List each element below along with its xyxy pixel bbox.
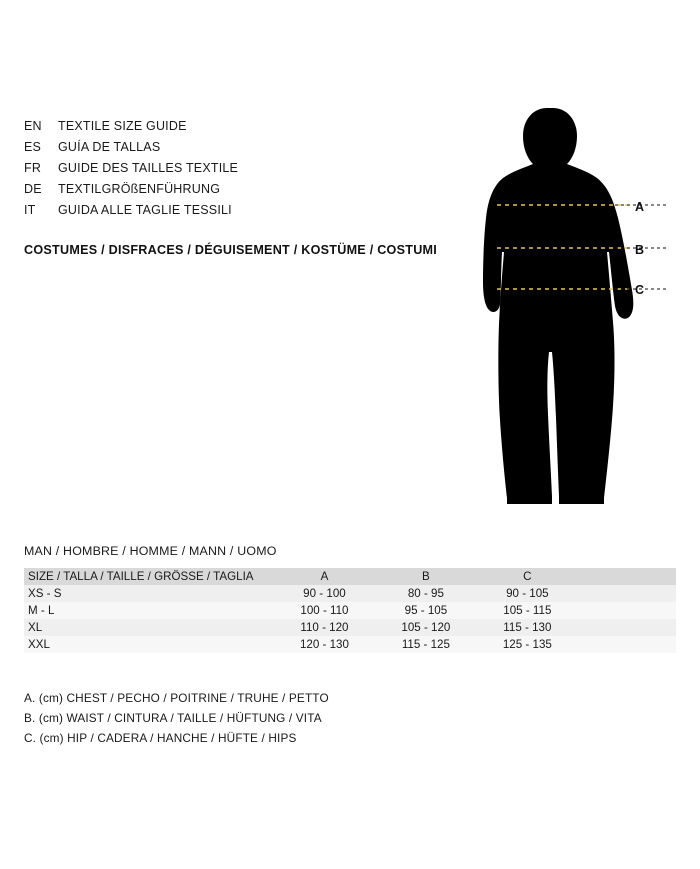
language-label: GUÍA DE TALLAS: [58, 140, 161, 154]
measure-label-a: A: [635, 200, 645, 214]
table-row: [24, 636, 676, 653]
measure-label-c: C: [635, 283, 645, 297]
cell-c: 125 - 135: [502, 638, 552, 651]
cell-spacer: [578, 602, 676, 619]
table-header-b: B: [422, 570, 430, 583]
note-waist: B. (cm) WAIST / CINTURA / TAILLE / HÜFTUNG / VITA: [24, 711, 322, 725]
category-line: COSTUMES / DISFRACES / DÉGUISEMENT / KOSTÜME / COSTUMI: [24, 243, 438, 257]
cell-c: 105 - 115: [503, 604, 552, 617]
table-row: [24, 585, 676, 602]
measurement-notes: [24, 688, 329, 748]
cell-b: 115 - 125: [401, 638, 450, 651]
language-row-es: [24, 140, 404, 161]
language-label: GUIDE DES TAILLES TEXTILE: [58, 161, 239, 175]
cell-c: 90 - 105: [506, 587, 549, 600]
cell-size: XS - S: [28, 587, 62, 600]
cell-size: XL: [28, 621, 43, 634]
table-header-size: SIZE / TALLA / TAILLE / GRÖSSE / TAGLIA: [28, 570, 254, 583]
size-table-head: [24, 568, 676, 585]
table-row: [24, 602, 676, 619]
size-table: [24, 568, 676, 653]
body-figure: [455, 100, 680, 520]
cell-size: M - L: [28, 604, 55, 617]
cell-c: 115 - 130: [503, 621, 552, 634]
language-code: ES: [24, 140, 42, 154]
language-row-de: [24, 182, 404, 203]
cell-b: 95 - 105: [404, 604, 448, 617]
language-row-fr: [24, 161, 404, 182]
language-code: DE: [24, 182, 42, 196]
cell-a: 120 - 130: [299, 638, 349, 651]
language-row-it: [24, 203, 404, 224]
cell-size: XXL: [28, 638, 50, 651]
size-table-body: [24, 585, 676, 653]
cell-spacer: [578, 585, 676, 602]
cell-a: 110 - 120: [300, 621, 349, 634]
language-code: EN: [24, 119, 42, 133]
cell-a: 100 - 110: [300, 604, 349, 617]
table-header-spacer: [578, 568, 676, 585]
language-code: IT: [24, 203, 36, 217]
measure-label-b: B: [635, 243, 645, 257]
cell-spacer: [578, 636, 676, 653]
language-code: FR: [24, 161, 42, 175]
table-row: [24, 619, 676, 636]
language-label: TEXTILGRÖßENFÜHRUNG: [58, 182, 221, 196]
note-chest: A. (cm) CHEST / PECHO / POITRINE / TRUHE / PETTO: [24, 691, 329, 705]
table-header-row: [24, 568, 676, 585]
cell-spacer: [578, 619, 676, 636]
language-label: TEXTILE SIZE GUIDE: [58, 119, 187, 133]
cell-a: 90 - 100: [303, 587, 346, 600]
language-row-en: [24, 119, 404, 140]
cell-b: 80 - 95: [407, 587, 444, 600]
table-header-c: C: [523, 570, 532, 583]
table-header-a: A: [320, 570, 329, 583]
cell-b: 105 - 120: [401, 621, 451, 634]
note-hip: C. (cm) HIP / CADERA / HANCHE / HÜFTE / HIPS: [24, 731, 297, 745]
language-list: [24, 119, 404, 224]
table-section-title: MAN / HOMBRE / HOMME / MANN / UOMO: [24, 544, 277, 558]
language-label: GUIDA ALLE TAGLIE TESSILI: [58, 203, 232, 217]
